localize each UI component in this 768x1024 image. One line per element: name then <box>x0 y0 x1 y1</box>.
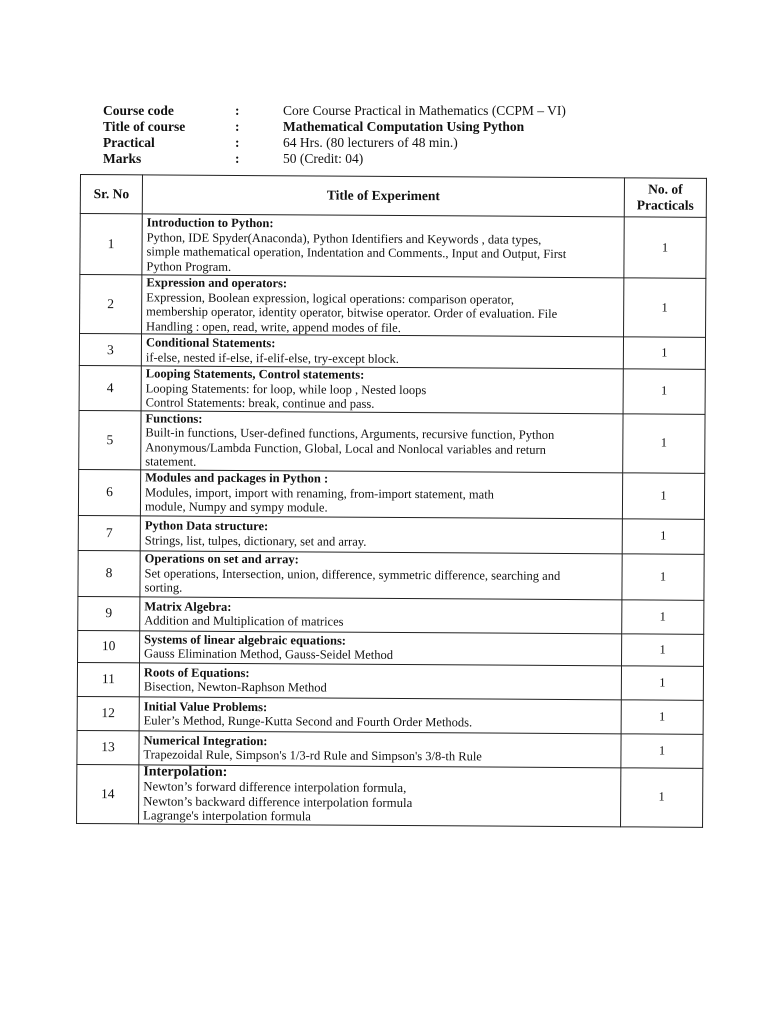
sr-no-cell: 14 <box>77 764 139 823</box>
experiment-topic-line: Set operations, Intersection, union, difference, symmetric difference, searching and <box>144 566 561 583</box>
practicals-count-cell: 1 <box>621 767 703 826</box>
table-row <box>78 596 704 634</box>
experiment-topic-line: Handling : open, read, write, append modes of file. <box>146 318 401 335</box>
header-colon: : <box>235 135 240 150</box>
experiment-topic-line: Python, IDE Spyder(Anaconda), Python Identifiers and Keywords , data types, <box>146 229 542 247</box>
table-row <box>79 365 705 413</box>
experiment-heading: Looping Statements, Control statements: <box>145 366 365 382</box>
experiment-topic-line: simple mathematical operation, Indentation and Comments., Input and Output, First <box>146 244 567 261</box>
table-row <box>79 410 705 473</box>
experiment-topic-line: statement. <box>145 454 197 469</box>
column-header-title: Title of Experiment <box>142 175 624 217</box>
table-row <box>80 275 706 338</box>
header-label: Title of course <box>103 119 186 134</box>
practicals-count-cell: 1 <box>622 553 704 600</box>
practicals-count-cell: 1 <box>623 413 705 472</box>
experiment-title-cell <box>139 696 621 733</box>
header-colon: : <box>235 103 240 118</box>
experiment-heading: Initial Value Problems: <box>143 698 268 714</box>
experiment-title-cell <box>140 630 622 665</box>
experiment-title-cell <box>140 515 622 553</box>
experiment-title-cell <box>139 764 621 826</box>
table-row <box>80 214 706 279</box>
experiment-topic-line: Looping Statements: for loop, while loop , Nested loops <box>145 380 427 397</box>
experiment-topic-line: Addition and Multiplication of matrices <box>144 613 344 629</box>
header-label: Course code <box>103 103 174 118</box>
sr-no-cell: 6 <box>78 469 140 515</box>
table-row <box>77 696 703 734</box>
experiment-heading: Python Data structure: <box>144 518 269 534</box>
experiment-title-cell <box>140 550 622 599</box>
header-label: Practical <box>103 135 155 150</box>
experiment-heading: Interpolation: <box>143 763 228 780</box>
experiment-topic-line: Expression, Boolean expression, logical operations: comparison operator, <box>146 289 515 307</box>
experiment-topic-line: Newton’s forward difference interpolation formula, <box>143 779 407 796</box>
experiment-topic-line: Gauss Elimination Method, Gauss-Seidel Method <box>144 646 394 662</box>
experiment-title-cell <box>141 410 623 472</box>
experiment-topic-line: Newton’s backward difference interpolation formula <box>143 793 413 810</box>
experiment-title-cell <box>139 662 621 699</box>
practicals-count-cell: 1 <box>622 518 704 554</box>
experiment-topic-line: Lagrange's interpolation formula <box>143 808 312 824</box>
experiment-heading: Matrix Algebra: <box>144 598 232 614</box>
practicals-count-cell: 1 <box>624 217 706 278</box>
experiment-topic-line: Trapezoidal Rule, Simpson's 1/3-rd Rule and Simpson's 3/8-th Rule <box>143 747 482 764</box>
course-header <box>103 103 663 167</box>
experiment-heading: Modules and packages in Python : <box>145 470 329 486</box>
experiment-topic-line: Strings, list, tulpes, dictionary, set and array. <box>144 532 367 549</box>
experiment-topic-line: Python Program. <box>146 258 232 274</box>
practicals-count-cell: 1 <box>621 699 703 734</box>
experiment-topic-line: Modules, import, import with renaming, from-import statement, math <box>145 485 495 502</box>
table-row <box>77 662 703 700</box>
experiment-topic-line: module, Numpy and sympy module. <box>144 499 328 515</box>
experiment-topic-line: if-else, nested if-else, if-elif-else, try-except block. <box>145 349 399 366</box>
sr-no-cell: 10 <box>78 630 140 662</box>
header-row-course-code <box>103 103 663 119</box>
experiment-title-cell <box>140 469 622 518</box>
column-header-practicals: No. of Practicals <box>624 178 706 218</box>
table-row <box>78 469 704 519</box>
experiment-topic-line: Built-in functions, User-defined functions, Arguments, recursive function, Python <box>145 425 555 442</box>
header-row-marks <box>103 151 663 167</box>
sr-no-cell: 4 <box>79 365 141 410</box>
practicals-count-cell: 1 <box>622 633 704 666</box>
practicals-count-cell: 1 <box>624 278 706 337</box>
experiment-title-cell <box>142 214 624 278</box>
sr-no-cell: 13 <box>77 730 139 764</box>
header-row-title <box>103 119 663 135</box>
sr-no-cell: 11 <box>77 662 139 696</box>
table-row <box>77 730 703 768</box>
table-row <box>78 630 704 666</box>
table-body <box>77 214 707 827</box>
table-header-row <box>80 175 706 218</box>
experiment-heading: Conditional Statements: <box>145 335 276 351</box>
experiment-heading: Functions: <box>145 410 203 426</box>
sr-no-cell: 12 <box>77 696 139 730</box>
header-colon: : <box>235 151 240 166</box>
experiment-heading: Numerical Integration: <box>143 732 268 748</box>
sr-no-cell: 3 <box>79 334 141 366</box>
experiment-heading: Introduction to Python: <box>146 215 274 231</box>
experiment-heading: Expression and operators: <box>146 275 288 291</box>
table-row <box>78 515 704 554</box>
header-label: Marks <box>103 151 142 166</box>
header-colon: : <box>235 119 240 134</box>
sr-no-cell: 8 <box>78 550 140 596</box>
experiment-title-cell <box>141 334 623 369</box>
experiment-title-cell <box>142 275 624 337</box>
practicals-count-cell: 1 <box>623 337 705 370</box>
practicals-count-cell: 1 <box>621 733 703 768</box>
experiment-heading: Roots of Equations: <box>143 664 250 680</box>
experiment-heading: Systems of linear algebraic equations: <box>144 631 347 648</box>
header-value: 64 Hrs. (80 lecturers of 48 min.) <box>283 135 458 150</box>
experiment-topic-line: membership operator, identity operator, bitwise operator. Order of evaluation. File <box>146 304 558 321</box>
experiment-topic-line: Anonymous/Lambda Function, Global, Local and Nonlocal variables and return <box>145 439 546 457</box>
practicals-count-cell: 1 <box>621 665 703 700</box>
sr-no-cell: 2 <box>80 275 142 334</box>
table-row <box>79 334 705 370</box>
sr-no-cell: 5 <box>79 410 141 469</box>
header-value: Core Course Practical in Mathematics (CCPM – VI) <box>283 103 566 118</box>
experiment-topic-line: Control Statements: break, continue and pass. <box>145 395 375 411</box>
experiment-heading: Operations on set and array: <box>144 551 299 567</box>
table-row <box>77 764 703 827</box>
header-value: 50 (Credit: 04) <box>283 151 364 166</box>
practicals-count-cell: 1 <box>623 369 705 414</box>
experiment-topic-line: Bisection, Newton-Raphson Method <box>143 679 327 695</box>
sr-no-cell: 1 <box>80 214 142 275</box>
column-header-sr-no: Sr. No <box>80 175 142 214</box>
experiment-topic-line: sorting. <box>144 580 183 595</box>
sr-no-cell: 9 <box>78 596 140 630</box>
practicals-count-cell: 1 <box>622 599 704 634</box>
header-value: Mathematical Computation Using Python <box>283 119 525 134</box>
experiments-table <box>76 174 707 827</box>
table-row <box>78 550 704 600</box>
experiment-title-cell <box>141 366 623 413</box>
experiment-title-cell <box>139 730 621 767</box>
practicals-count-cell: 1 <box>622 472 704 519</box>
experiment-title-cell <box>140 596 622 633</box>
header-row-practical <box>103 135 663 151</box>
experiment-topic-line: Euler’s Method, Runge-Kutta Second and Fourth Order Methods. <box>143 713 473 730</box>
sr-no-cell: 7 <box>78 515 140 550</box>
